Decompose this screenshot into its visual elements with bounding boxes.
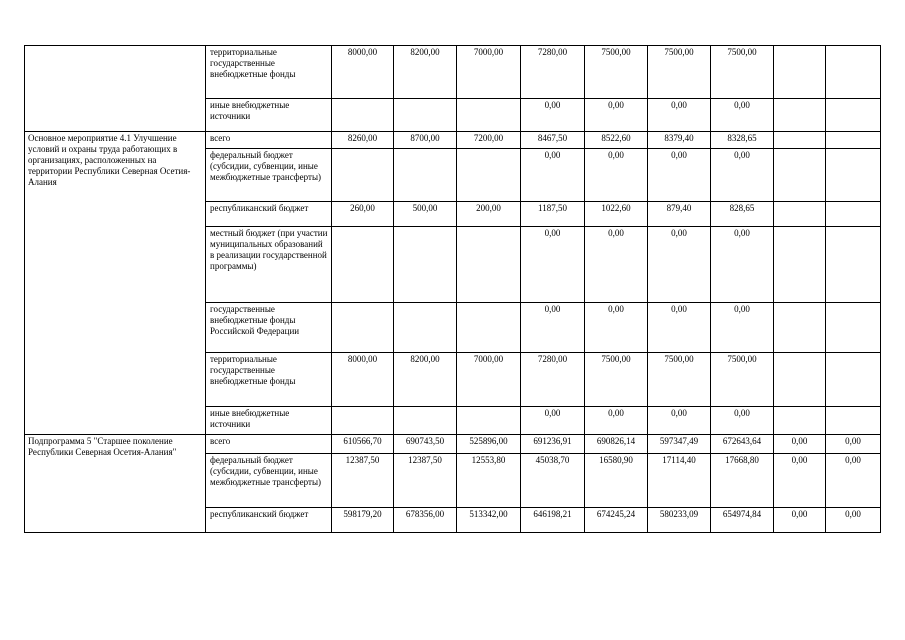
amount-cell [332,303,394,353]
amount-cell: 1187,50 [521,202,585,227]
funding-source-cell: федеральный бюджет (субсидии, субвенции, иные межбюджетные трансферты) [206,149,332,202]
funding-source-cell: федеральный бюджет (субсидии, субвенции, иные межбюджетные трансферты) [206,454,332,508]
amount-cell: 8522,60 [585,132,648,149]
amount-cell [774,202,826,227]
amount-cell: 0,00 [774,508,826,533]
amount-cell [826,46,881,99]
amount-cell [394,149,457,202]
amount-cell: 8200,00 [394,353,457,407]
amount-cell: 610566,70 [332,435,394,454]
amount-cell: 7500,00 [711,353,774,407]
funding-source-cell: иные внебюджетные источники [206,407,332,435]
amount-cell: 7200,00 [457,132,521,149]
amount-cell [774,303,826,353]
amount-cell [457,227,521,303]
amount-cell: 7500,00 [711,46,774,99]
amount-cell: 0,00 [774,435,826,454]
amount-cell [332,227,394,303]
amount-cell [826,149,881,202]
amount-cell: 513342,00 [457,508,521,533]
amount-cell: 672643,64 [711,435,774,454]
amount-cell: 8379,40 [648,132,711,149]
amount-cell: 654974,84 [711,508,774,533]
amount-cell: 500,00 [394,202,457,227]
amount-cell: 0,00 [711,303,774,353]
amount-cell: 597347,49 [648,435,711,454]
amount-cell [774,227,826,303]
amount-cell: 0,00 [585,99,648,132]
program-title-cell: Основное мероприятие 4.1 Улучшение условий и охраны труда работающих в организациях, расположенных на территории Республики Северная Осетия-Алания [25,132,206,435]
amount-cell: 7000,00 [457,353,521,407]
amount-cell: 0,00 [521,407,585,435]
amount-cell: 0,00 [774,454,826,508]
funding-source-cell: всего [206,435,332,454]
amount-cell: 0,00 [521,149,585,202]
amount-cell: 0,00 [826,508,881,533]
amount-cell: 8700,00 [394,132,457,149]
table-row [25,132,881,149]
amount-cell [457,149,521,202]
amount-cell [774,46,826,99]
funding-source-cell: территориальные государственные внебюджетные фонды [206,353,332,407]
amount-cell [457,99,521,132]
amount-cell: 17114,40 [648,454,711,508]
program-title-cell: Подпрограмма 5 "Старшее поколение Республики Северная Осетия-Алания" [25,435,206,533]
amount-cell [394,303,457,353]
program-title-cell [25,46,206,132]
amount-cell: 0,00 [711,149,774,202]
amount-cell: 0,00 [585,303,648,353]
amount-cell: 0,00 [521,227,585,303]
amount-cell: 7500,00 [648,353,711,407]
amount-cell: 0,00 [585,149,648,202]
amount-cell: 8328,65 [711,132,774,149]
amount-cell [457,407,521,435]
table-row [25,46,881,99]
amount-cell: 12387,50 [332,454,394,508]
amount-cell: 828,65 [711,202,774,227]
amount-cell [826,407,881,435]
amount-cell: 16580,90 [585,454,648,508]
amount-cell: 690826,14 [585,435,648,454]
amount-cell: 12553,80 [457,454,521,508]
amount-cell: 0,00 [648,407,711,435]
amount-cell: 260,00 [332,202,394,227]
amount-cell: 0,00 [711,407,774,435]
amount-cell [826,303,881,353]
amount-cell: 691236,91 [521,435,585,454]
amount-cell [774,99,826,132]
funding-source-cell: местный бюджет (при участии муниципальных образований в реализации государственной программы) [206,227,332,303]
amount-cell: 7000,00 [457,46,521,99]
amount-cell: 0,00 [648,227,711,303]
amount-cell: 8200,00 [394,46,457,99]
amount-cell: 8467,50 [521,132,585,149]
funding-source-cell: всего [206,132,332,149]
amount-cell [774,353,826,407]
amount-cell [332,149,394,202]
amount-cell: 0,00 [711,227,774,303]
funding-source-cell: территориальные государственные внебюджетные фонды [206,46,332,99]
amount-cell: 0,00 [585,227,648,303]
amount-cell [826,202,881,227]
amount-cell: 12387,50 [394,454,457,508]
amount-cell: 525896,00 [457,435,521,454]
amount-cell: 580233,09 [648,508,711,533]
funding-source-cell: государственные внебюджетные фонды Российской Федерации [206,303,332,353]
amount-cell: 678356,00 [394,508,457,533]
amount-cell [457,303,521,353]
funding-source-cell: иные внебюджетные источники [206,99,332,132]
amount-cell: 690743,50 [394,435,457,454]
amount-cell [394,407,457,435]
funding-source-cell: республиканский бюджет [206,508,332,533]
amount-cell: 0,00 [521,303,585,353]
amount-cell [394,99,457,132]
amount-cell [826,99,881,132]
amount-cell: 0,00 [826,454,881,508]
amount-cell [826,353,881,407]
amount-cell: 200,00 [457,202,521,227]
amount-cell [332,407,394,435]
budget-table [24,45,881,533]
amount-cell: 0,00 [521,99,585,132]
amount-cell: 7280,00 [521,46,585,99]
funding-source-cell: республиканский бюджет [206,202,332,227]
amount-cell [332,99,394,132]
amount-cell [826,227,881,303]
amount-cell: 7500,00 [585,353,648,407]
amount-cell: 8000,00 [332,46,394,99]
amount-cell: 45038,70 [521,454,585,508]
amount-cell: 879,40 [648,202,711,227]
amount-cell: 0,00 [711,99,774,132]
amount-cell [826,132,881,149]
amount-cell: 7500,00 [648,46,711,99]
amount-cell [774,407,826,435]
amount-cell: 0,00 [648,303,711,353]
amount-cell: 8000,00 [332,353,394,407]
amount-cell: 17668,80 [711,454,774,508]
amount-cell: 598179,20 [332,508,394,533]
amount-cell: 8260,00 [332,132,394,149]
amount-cell [394,227,457,303]
table-row [25,435,881,454]
amount-cell: 0,00 [648,149,711,202]
amount-cell: 0,00 [585,407,648,435]
amount-cell [774,149,826,202]
amount-cell [774,132,826,149]
amount-cell: 674245,24 [585,508,648,533]
amount-cell: 0,00 [648,99,711,132]
amount-cell: 1022,60 [585,202,648,227]
amount-cell: 646198,21 [521,508,585,533]
amount-cell: 7500,00 [585,46,648,99]
amount-cell: 7280,00 [521,353,585,407]
amount-cell: 0,00 [826,435,881,454]
